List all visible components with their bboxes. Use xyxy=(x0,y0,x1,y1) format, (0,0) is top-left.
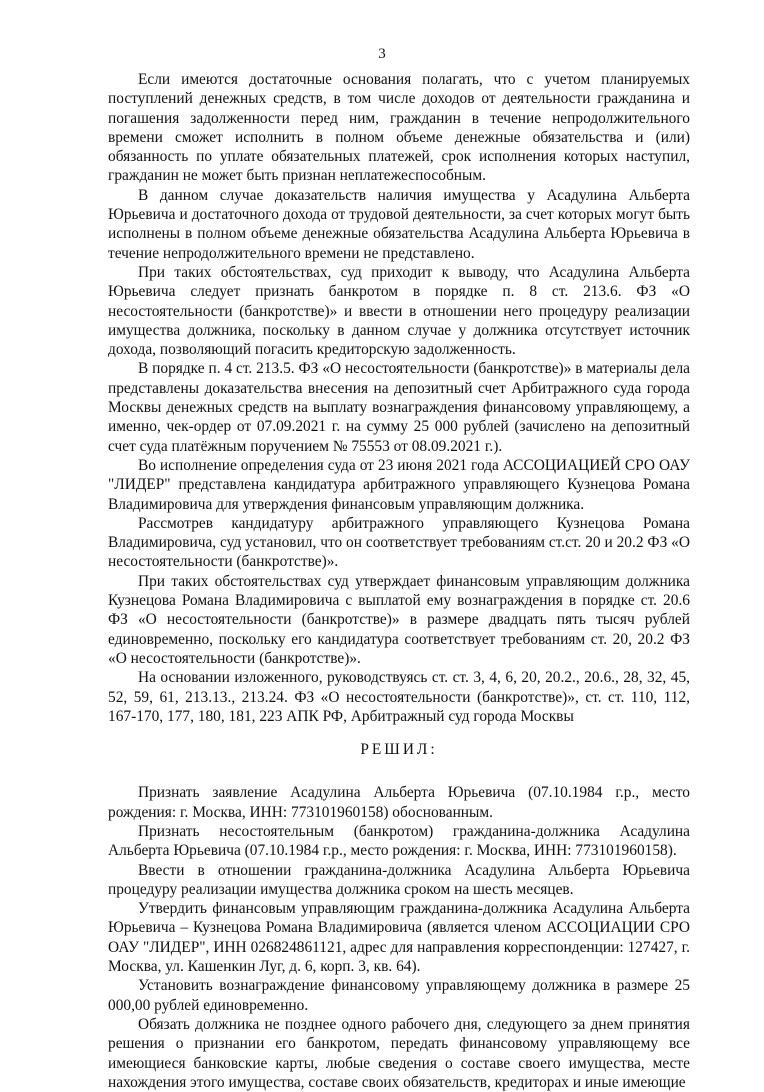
decision-heading: РЕШИЛ: xyxy=(360,741,438,759)
document-body xyxy=(108,70,690,1092)
paragraph-insolvency-criteria: Если имеются достаточные основания полагать, что с учетом планируемых поступлений денежных средств, в том числе доходов от деятельности гражданина и погашения задолженности перед ним, гражданин в течение непродолжительного времени сможет исполнить в полном объеме денежные обязательства и (или) обязанность по уплате обязательных платежей, срок исполнения которых наступил, гражданин не может быть признан неплатежеспособным. xyxy=(108,71,690,185)
decision-item-obligations: Обязать должника не позднее одного рабочего дня, следующего за днем принятия решения о признании его банкротом, передать финансовому управляющему все имеющиеся банковские карты, любые сведения о составе своего имущества, месте нахождения этого имущества, составе своих обязательств, кредиторах и иные имеющие xyxy=(108,1015,690,1091)
paragraph-candidate-review: Рассмотрев кандидатуру арбитражного управляющего Кузнецова Романа Владимировича, суд установил, что он соответствует требованиям ст.ст. 20 и 20.2 ФЗ «О несостоятельности (банкротстве)». xyxy=(108,514,690,571)
paragraph-court-conclusion: При таких обстоятельствах, суд приходит к выводу, что Асадулина Альберта Юрьевича следует признать банкротом в порядке п. 8 ст. 213.6. ФЗ «О несостоятельности (банкротстве)» и ввести в отношении него процедуру реализации имущества должника, поскольку в данном случае у должника отсутствует источник дохода, позволяющий погасить кредиторскую задолженность. xyxy=(108,263,690,359)
decision-item-procedure: Ввести в отношении гражданина-должника Асадулина Альберта Юрьевича процедуру реализации имущества должника сроком на шесть месяцев. xyxy=(108,861,690,898)
paragraph-no-assets-evidence: В данном случае доказательств наличия имущества у Асадулина Альберта Юрьевича и достаточного дохода от трудовой деятельности, за счет которых могут быть исполнены в полном объеме денежные обязательства Асадулина Альберта Юрьевича в течение непродолжительного времени не представлено. xyxy=(108,186,690,262)
paragraph-legal-basis: На основании изложенного, руководствуясь ст. ст. 3, 4, 6, 20, 20.2., 20.6., 28, 32, 45, 52, 59, 61, 213.13., 213.24. ФЗ «О несостоятельности (банкротстве)», ст. ст. 110, 112, 167-170, 177, 180, 181, 223 АПК РФ, Арбитражный суд города Москвы xyxy=(108,669,690,725)
decision-item-manager: Утвердить финансовым управляющим гражданина-должника Асадулина Альберта Юрьевича – Кузнецова Романа Владимировича (является членом АССОЦИАЦИИ СРО ОАУ "ЛИДЕР", ИНН 026824861121, адрес для направления корреспонденции: 127427, г. Москва, ул. Кашенкин Луг, д. 6, корп. 3, кв. 64). xyxy=(108,900,690,976)
decision-item-remuneration: Установить вознаграждение финансовому управляющему должника в размере 25 000,00 рублей единовременно. xyxy=(108,977,690,1014)
paragraph-manager-approval: При таких обстоятельствах суд утверждает финансовым управляющим должника Кузнецова Романа Владимировича с выплатой ему вознаграждения в порядке ст. 20.6 ФЗ «О несостоятельности (банкротстве)» в размере двадцать пять тысяч рублей единовременно, поскольку его кандидатура соответствует требованиям ст. 20, 20.2 ФЗ «О несостоятельности (банкротстве)». xyxy=(108,572,690,667)
paragraph-deposit-payment: В порядке п. 4 ст. 213.5. ФЗ «О несостоятельности (банкротстве)» в материалы дела представлены доказательства внесения на депозитный счет Арбитражного суда города Москвы денежных средств на выплату вознаграждения финансовому управляющему, а именно, чек-ордер от 07.09.2021 г. на сумму 25 000 рублей (зачислено на депозитный счет суда платёжным поручением № 75553 от 08.09.2021 г.). xyxy=(108,360,690,455)
paragraph-candidate-submission: Во исполнение определения суда от 23 июня 2021 года АССОЦИАЦИЕЙ СРО ОАУ "ЛИДЕР" представлена кандидатура арбитражного управляющего Кузнецова Романа Владимировича для утверждения финансовым управляющим должника. xyxy=(108,456,690,513)
page-number: 3 xyxy=(378,46,386,62)
decision-item-claim-valid: Признать заявление Асадулина Альберта Юрьевича (07.10.1984 г.р., место рождения: г. Москва, ИНН: 773101960158) обоснованным. xyxy=(108,784,690,821)
decision-item-bankrupt: Признать несостоятельным (банкротом) гражданина-должника Асадулина Альберта Юрьевича (07.10.1984 г.р., место рождения: г. Москва, ИНН: 773101960158). xyxy=(108,822,690,860)
